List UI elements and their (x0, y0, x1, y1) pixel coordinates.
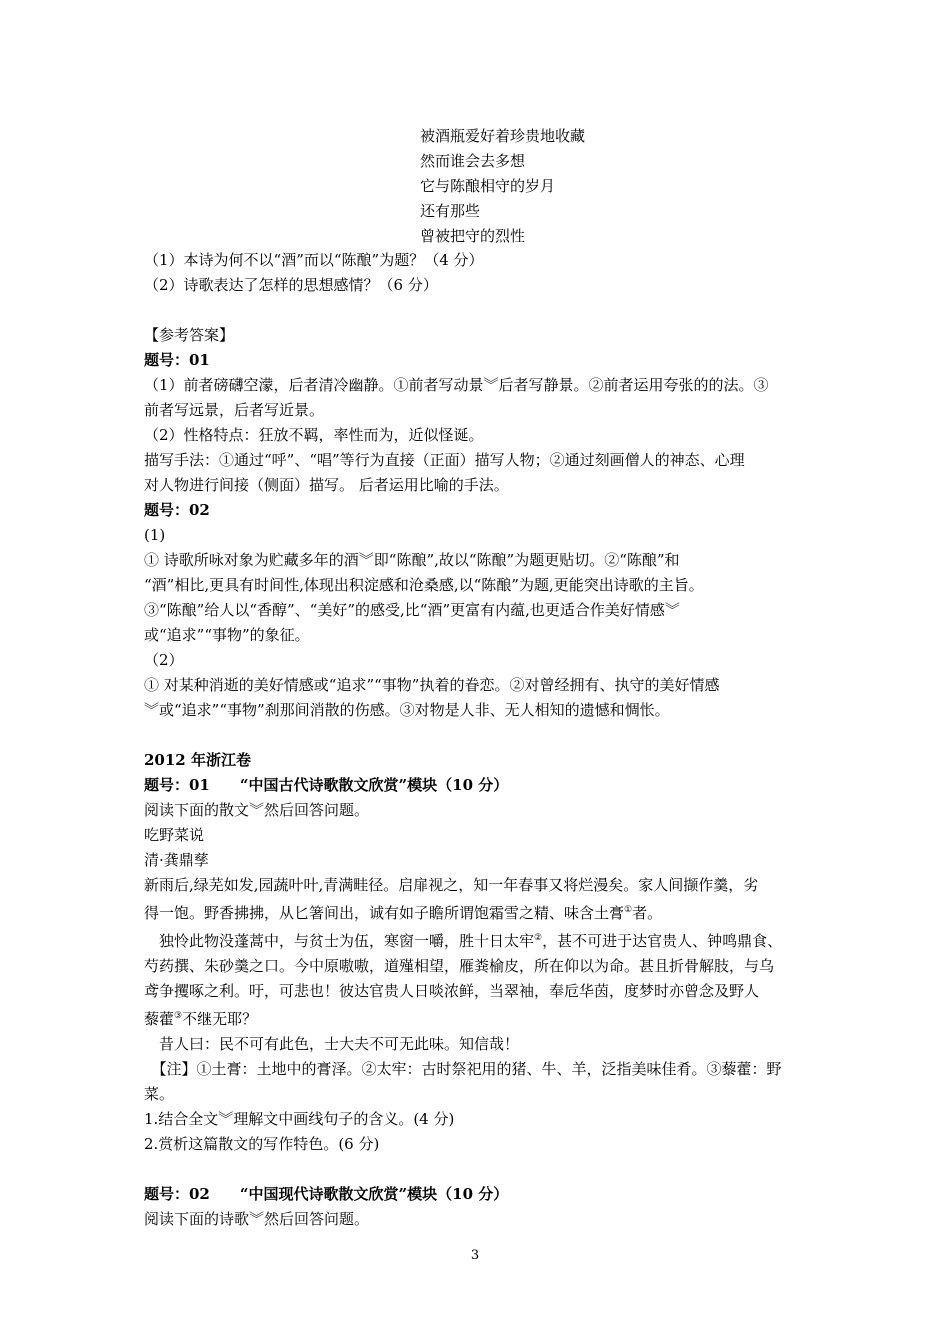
essay-text: ，甚不可进于达官贵人、钟鸣鼎食、 (542, 932, 783, 950)
section-title: 2012 年浙江卷 (144, 751, 251, 769)
essay-text: 得一饱。野香拂拂，从匕箸间出，诚有如子瞻所谓饱霜雪之精、味含土膏 (144, 904, 625, 922)
spacer (144, 723, 810, 748)
essay-title: 吃野菜说 (144, 826, 205, 844)
poem-line: 还有那些 (420, 202, 481, 220)
answer-02-line: ③“陈酿”给人以“香醇”、“美好”的感受,比“酒”更富有内蕴,也更适合作美好情感︾ (144, 601, 680, 619)
poem-excerpt (420, 124, 840, 249)
document-body (144, 248, 810, 1232)
reading-instruction: 阅读下面的诗歌︾然后回答问题。 (144, 1210, 370, 1228)
notes-line: 菜。 (144, 1085, 175, 1103)
question-1: （1）本诗为何不以“酒”而以“陈酿”为题？（4 分） (144, 251, 484, 269)
poem-line: 它与陈酿相守的岁月 (420, 177, 556, 195)
essay-paragraph-line: 芍药撰、朱砂羹之口。今中原嗷嗷，道殣相望，雁粪榆皮，所在仰以为命。甚且折骨解肢，与乌 (144, 957, 775, 975)
essay-paragraph-line: 新雨后,绿芜如发,园蔬叶叶,青满畦径。启扉视之，知一年春事又将烂漫矣。家人间撷作羹，劣 (144, 876, 759, 894)
essay-paragraph-line (144, 898, 810, 926)
task-item: 1.结合全文︾理解文中画线句子的含义。(4 分) (144, 1110, 455, 1128)
question-01-heading: 题号：01 “中国古代诗歌散文欣赏”模块（10 分） (144, 776, 509, 794)
essay-paragraph-line: 昔人曰：民不可有此色，士大夫不可无此味。知信哉！ (144, 1035, 520, 1053)
question-2: （2）诗歌表达了怎样的思想感情？（6 分） (144, 276, 438, 294)
task-item: 2.赏析这篇散文的写作特色。(6 分) (144, 1135, 380, 1153)
footnote-marker: ② (534, 933, 543, 943)
footnote-marker: ① (624, 905, 633, 915)
answer-01-line: 描写手法：①通过“呼”、“唱”等行为直接（正面）描写人物；②通过刻画僧人的神态、心理 (144, 451, 745, 469)
question-02-heading: 题号：02 “中国现代诗歌散文欣赏”模块（10 分） (144, 1185, 509, 1203)
essay-text: 不继无耶？ (182, 1010, 258, 1028)
reference-answer-title: 【参考答案】 (144, 326, 235, 344)
answer-02-line: 或“追求”“事物”的象征。 (144, 626, 310, 644)
poem-line: 然而谁会去多想 (420, 152, 526, 170)
answer-02-line: “酒”相比,更具有时间性,体现出积淀感和沧桑感,以“陈酿”为题,更能突出诗歌的主旨。 (144, 576, 704, 594)
answer-01-line: 对人物进行间接（侧面）描写。 后者运用比喻的手法。 (144, 476, 509, 494)
spacer (144, 298, 810, 323)
spacer (144, 1157, 810, 1182)
essay-text: 独怜此物没蓬蒿中，与贫士为伍，寒窗一嚼，胜十日太牢 (144, 932, 535, 950)
answer-02-line: （2） (144, 651, 184, 669)
answer-01-line: 前者写远景，后者写近景。 (144, 401, 325, 419)
answer-01-line: （2）性格特点：狂放不羁，率性而为，近似怪诞。 (144, 426, 484, 444)
essay-paragraph-line (144, 926, 810, 954)
answer-02-heading: 题号：02 (144, 501, 210, 519)
answer-02-line: ︾或“追求”“事物”刹那间消散的伤感。③对物是人非、无人相知的遗憾和惆怅。 (144, 701, 670, 719)
answer-02-line: (1) (144, 526, 166, 544)
reading-instruction: 阅读下面的散文︾然后回答问题。 (144, 801, 370, 819)
answer-01-line: （1）前者磅礴空濛，后者清冷幽静。①前者写动景︾后者写静景。②前者运用夸张的的法。③ (144, 376, 769, 394)
essay-paragraph-line: 鸢争攫啄之利。吁，可悲也！彼达官贵人日啖浓鲜，当翠袖，奉卮华茵，度梦时亦曾念及野人 (144, 982, 760, 1000)
poem-line: 曾被把守的烈性 (420, 227, 526, 245)
poem-line: 被酒瓶爱好着珍贵地收藏 (420, 127, 586, 145)
essay-text: 者。 (632, 904, 663, 922)
answer-02-line: ① 诗歌所咏对象为贮藏多年的酒︾即“陈酿”,故以“陈酿”为题更贴切。②“陈酿”和 (144, 551, 680, 569)
essay-author: 清·龚鼎孳 (144, 851, 209, 869)
essay-paragraph-line (144, 1004, 810, 1032)
page-number: 3 (470, 1248, 480, 1263)
footnote-marker: ③ (174, 1011, 183, 1021)
essay-text: 藜藿 (144, 1010, 175, 1028)
answer-02-line: ① 对某种消逝的美好情感或“追求”“事物”执着的眷恋。②对曾经拥有、执守的美好情感 (144, 676, 720, 694)
answer-01-heading: 题号：01 (144, 351, 210, 369)
notes-line: 【注】①土膏：土地中的膏泽。②太牢：古时祭祀用的猪、牛、羊，泛指美味佳肴。③藜藿：野 (144, 1060, 782, 1078)
